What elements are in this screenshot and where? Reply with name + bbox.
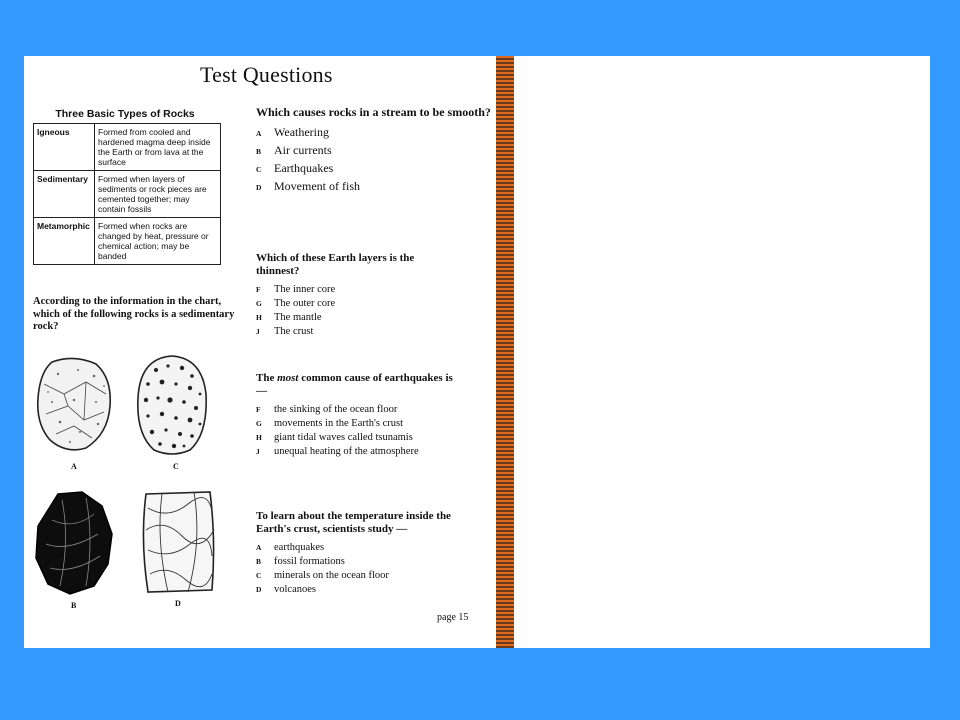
question-3-text <box>256 372 456 398</box>
option-letter: A <box>256 543 262 552</box>
table-row <box>34 124 221 171</box>
option-letter: C <box>256 165 262 174</box>
rock-a-label: A <box>71 462 77 471</box>
answer-option[interactable] <box>256 556 460 567</box>
answer-option[interactable] <box>256 542 460 553</box>
answer-option[interactable] <box>256 404 456 415</box>
answer-option[interactable] <box>256 143 496 158</box>
question-2-text: Which of these Earth layers is the thinnest? <box>256 252 415 277</box>
option-letter: A <box>256 129 262 138</box>
table-row <box>34 218 221 265</box>
rock-c-illustration <box>134 354 210 456</box>
option-letter: C <box>256 571 262 580</box>
option-text: minerals on the ocean floor <box>274 570 389 581</box>
question-3 <box>256 372 456 460</box>
option-text: The outer core <box>274 298 336 309</box>
answer-option[interactable] <box>256 179 496 194</box>
option-letter: B <box>256 147 262 156</box>
rock-d-label: D <box>175 599 181 608</box>
option-letter: J <box>256 447 260 456</box>
answer-option[interactable] <box>256 312 456 323</box>
option-text: volcanoes <box>274 584 316 595</box>
option-letter: D <box>256 585 262 594</box>
option-text: The inner core <box>274 284 336 295</box>
question-1-text: Which causes rocks in a stream to be smooth? <box>256 105 491 119</box>
option-letter: F <box>256 405 261 414</box>
option-text: Movement of fish <box>274 179 360 193</box>
option-letter: H <box>256 313 262 322</box>
question-3-text-emphasis: most <box>277 372 299 384</box>
answer-option[interactable] <box>256 161 496 176</box>
question-4-text: To learn about the temperature inside the Earth's crust, scientists study — <box>256 510 451 535</box>
rock-type-name: Sedimentary <box>34 171 95 218</box>
option-text: The mantle <box>274 312 322 323</box>
rock-types-table-block <box>33 108 229 265</box>
rock-b-label: B <box>71 601 77 610</box>
rock-a-illustration <box>34 354 114 454</box>
rock-type-name: Metamorphic <box>34 218 95 265</box>
option-text: Weathering <box>274 125 330 139</box>
option-letter: H <box>256 433 262 442</box>
question-2 <box>256 252 456 340</box>
rock-c-label: C <box>173 462 179 471</box>
answer-option[interactable] <box>256 326 456 337</box>
rock-b-illustration <box>32 490 116 596</box>
answer-option[interactable] <box>256 418 456 429</box>
option-text: the sinking of the ocean floor <box>274 404 398 415</box>
option-text: movements in the Earth's crust <box>274 418 404 429</box>
answer-option[interactable] <box>256 446 456 457</box>
table-caption: Three Basic Types of Rocks <box>55 108 195 120</box>
document-page <box>24 56 930 648</box>
option-text: Air currents <box>274 143 332 157</box>
answer-option[interactable] <box>256 432 456 443</box>
option-letter: F <box>256 285 261 294</box>
question-3-text-post: common cause of earthquakes is — <box>256 372 453 397</box>
table-row <box>34 171 221 218</box>
option-letter: B <box>256 557 262 566</box>
book-spine-divider <box>496 56 514 648</box>
rock-d-illustration <box>138 490 218 594</box>
rock-type-description: Formed when rocks are changed by heat, pressure or chemical action; may be banded <box>95 218 221 265</box>
option-text: fossil formations <box>274 556 345 567</box>
option-letter: G <box>256 419 262 428</box>
answer-option[interactable] <box>256 570 460 581</box>
answer-option[interactable] <box>256 125 496 140</box>
page-title: Test Questions <box>200 62 333 87</box>
option-letter: G <box>256 299 262 308</box>
option-text: The crust <box>274 326 314 337</box>
option-text: giant tidal waves called tsunamis <box>274 432 413 443</box>
rock-type-description: Formed from cooled and hardened magma deep inside the Earth or from lava at the surface <box>95 124 221 171</box>
option-text: earthquakes <box>274 542 325 553</box>
question-3-text-pre: The <box>256 372 278 384</box>
page-number: page 15 <box>437 612 469 623</box>
answer-option[interactable] <box>256 284 456 295</box>
answer-option[interactable] <box>256 298 456 309</box>
rock-type-name: Igneous <box>34 124 95 171</box>
option-text: Earthquakes <box>274 161 334 175</box>
option-letter: J <box>256 327 260 336</box>
option-text: unequal heating of the atmosphere <box>274 446 419 457</box>
question-4 <box>256 510 460 598</box>
question-1 <box>256 106 496 197</box>
rock-question-text: According to the information in the chart, which of the following rocks is a sedimentary rock? <box>33 296 235 332</box>
answer-option[interactable] <box>256 584 460 595</box>
rock-types-table <box>33 123 221 265</box>
rock-type-description: Formed when layers of sediments or rock pieces are cemented together; may contain fossils <box>95 171 221 218</box>
option-letter: D <box>256 183 262 192</box>
